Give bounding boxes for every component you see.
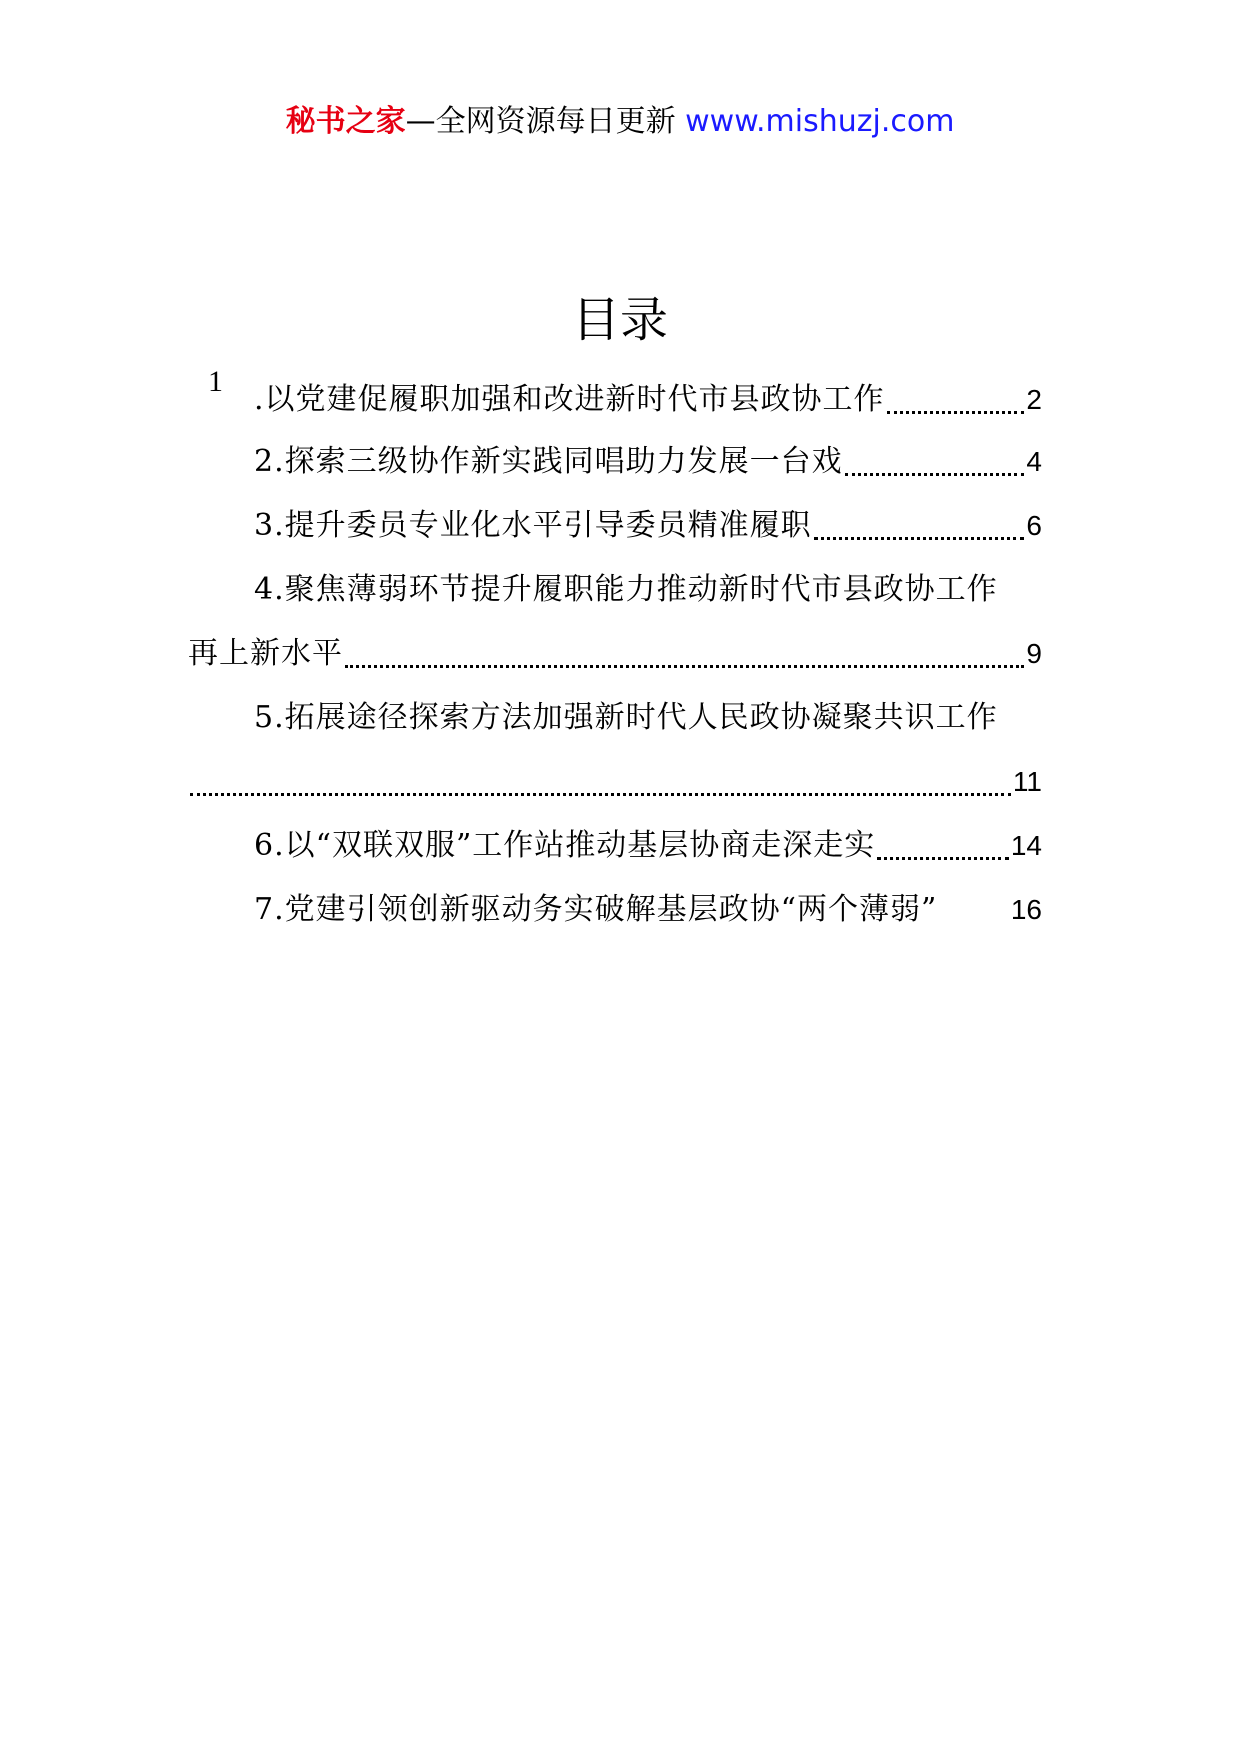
toc-entry-title: 2.探索三级协作新实践同唱助力发展一台戏	[254, 444, 843, 479]
toc-entry-4-continuation[interactable]	[188, 632, 1042, 676]
toc-entry-title: 4.聚焦薄弱环节提升履职能力推动新时代市县政协工作	[254, 572, 998, 607]
toc-entry-4[interactable]	[254, 568, 1042, 612]
dot-leader	[345, 635, 1024, 668]
toc-entry-3[interactable]	[254, 504, 1042, 548]
dot-leader	[939, 894, 1009, 924]
header-tagline: —全网资源每日更新	[405, 104, 686, 139]
page-title: 目录	[571, 292, 668, 348]
toc-entry-page: 2	[1026, 384, 1042, 415]
toc-entry-7[interactable]	[254, 888, 1042, 932]
brand-name: 秘书之家	[285, 104, 406, 139]
dot-leader	[887, 381, 1025, 414]
toc-entry-6[interactable]	[254, 824, 1042, 868]
toc-entry-page: 9	[1026, 638, 1042, 669]
toc-entry-page: 11	[1012, 766, 1042, 797]
toc-stray-number: 1	[208, 365, 223, 398]
toc-entry-page: 16	[1010, 894, 1042, 925]
dot-leader	[190, 763, 1011, 796]
toc-entry-title: 6.以“双联双服”工作站推动基层协商走深走实	[254, 828, 876, 863]
toc-entry-title: 3.提升委员专业化水平引导委员精准履职	[254, 508, 812, 543]
toc-entry-1[interactable]	[254, 378, 1042, 422]
dot-leader	[814, 507, 1025, 540]
toc-entry-2[interactable]	[254, 440, 1042, 484]
dot-leader	[845, 443, 1025, 476]
toc-entry-page: 4	[1026, 446, 1042, 477]
toc-entry-title: .以党建促履职加强和改进新时代市县政协工作	[254, 382, 885, 417]
toc-entry-page: 14	[1010, 830, 1042, 861]
toc-entry-page: 6	[1026, 510, 1042, 541]
site-header	[0, 100, 1240, 144]
toc-entry-5[interactable]	[254, 696, 1042, 740]
dot-leader	[877, 827, 1009, 860]
toc-entry-5-continuation[interactable]	[188, 760, 1042, 804]
toc-entry-title-continuation: 再上新水平	[188, 636, 343, 671]
site-link[interactable]: www.mishuzj.com	[685, 104, 955, 139]
toc-entry-title: 7.党建引领创新驱动务实破解基层政协“两个薄弱”	[254, 892, 938, 927]
toc-entry-title: 5.拓展途径探索方法加强新时代人民政协凝聚共识工作	[254, 700, 998, 735]
